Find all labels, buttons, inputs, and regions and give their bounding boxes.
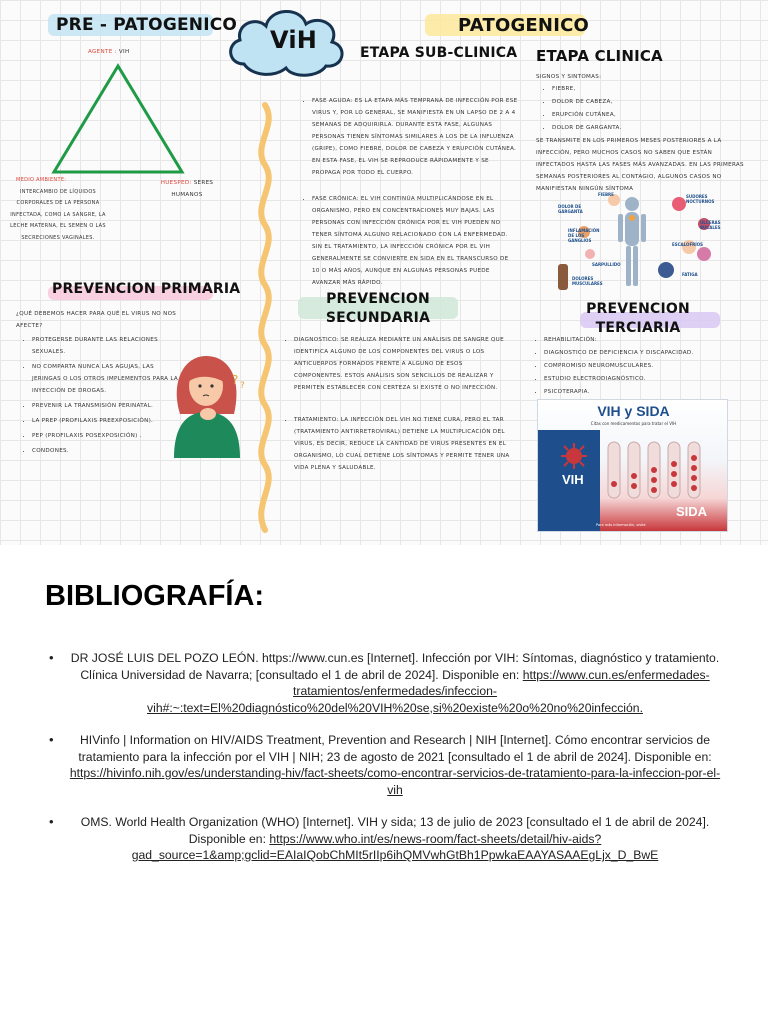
wavy-line-icon [250,100,280,540]
ambiente-text: INTERCAMBIO DE LÍQUIDOS CORPORALES DE LA PERSONA INFECTADA, COMO LA SANGRE, LA LECHE MATERNA, EL SEMEN O LAS SECRECIONES VAGINALES. [10,188,106,241]
bibliography-entry [45,814,725,864]
body-label: FIEBRE [598,192,614,197]
prim-question: ¿QUÉ DEBEMOS HACER PARA QUÉ EL VIRUS NO NOS AFECTE? [16,311,177,329]
body-label: DOLOR DE GARGANTA [558,204,583,214]
svg-text:?: ? [240,381,245,391]
clinica-block [536,71,746,195]
thinking-woman-icon [168,352,252,460]
list-item: • FASE CRÓNICA: EL VIH CONTINÚA MULTIPLICÁNDOSE EN EL ORGANISMO, PERO EN CONCENTRACIONES MUY BAJAS. LAS PERSONAS CON INFECCIÓN CRÓNICA POR EL VIH PUEDEN NO TENER SÍNTOMA ALGUNO RELACIONADO CON LA ENFERMEDAD. SIN EL TRATAMIENTO, LA INFECCIÓN CRÓNICA POR EL VIH GENERALMENTE SE CONVIERTE EN SIDA EN EL TRANSCURSO DE 10 O MÁS AÑOS, AUNQUE EN ALGUNAS PERSONAS PUEDE AVANZAR MÁS RÁPIDO. [312,193,518,289]
entry-text: OMS. World Health Organization (WHO) [Internet]. VIH y sida; 13 de julio de 2023 [consultado el 1 de abril de 2024]. Disponible en: [80,815,710,846]
card-sida-label: SIDA [676,504,708,519]
list-item: • ERUPCIÓN CUTÁNEA, [552,109,746,121]
prevencion-secundaria-list [282,334,512,475]
pre-patogenico-title: PRE - PATOGENICO [56,15,238,35]
bibliography-entry [45,650,725,716]
body-label: INFLAMACIÓN DE LOS GANGLIOS [568,228,600,243]
sub-clinica-title: ETAPA SUB-CLINICA [360,45,518,61]
entry-text: HIVinfo | Information on HIV/AIDS Treatment, Prevention and Research | NIH [Internet]. Cómo encontrar servicios de tratamiento para la infección por el VIH | NIH; 23 de agosto de 2021 [consultado el 1 de abril de 2024]. Disponible en: [78,733,712,764]
ter-title-line: TERCIARIA [595,320,681,336]
list-item: • NO COMPARTA NUNCA LAS AGUJAS, LAS JERINGAS O LOS OTROS IMPLEMENTOS PARA LA INYECCIÓN DE DROGAS. [32,361,181,397]
list-item: • FIEBRE, [552,83,746,95]
list-item: • TRATAMIENTO: LA INFECCIÓN DEL VIH NO TIENE CURA, PERO EL TAR (TRATAMIENTO ANTIRRETROVIRAL) DETIENE LA MULTIPLICACIÓN DEL VIRUS, ES DECIR, REDUCE LA CANTIDAD DE VIRUS PRESENTES EN EL ORGANISMO, LO CUAL DETIENE LOS SÍNTOMAS Y PERMITE TENER UNA VIDA PLENA Y SALUDABLE. [294,414,512,474]
card-title: VIH y SIDA [597,403,670,419]
list-item: • DOLOR DE GARGANTA. [552,122,746,134]
clinica-title: ETAPA CLINICA [536,47,663,65]
bibliography-entry [45,732,725,798]
ambiente-label: MEDIO AMBIENTE: [16,177,67,183]
prevencion-secundaria-title [300,290,456,328]
sec-title-line: PREVENCION [326,291,430,307]
ambiente-block [8,175,108,244]
body-symptoms-icon [554,192,724,292]
card-vih-label: VIH [562,472,584,487]
triangle-icon [50,62,186,178]
prevencion-terciaria-title [568,300,708,338]
list-item: • DIAGNOSTICO DE DEFICIENCIA Y DISCAPACIDAD. [544,347,742,359]
virus-icon [560,442,588,470]
list-item: • DOLOR DE CABEZA, [552,96,746,108]
card-footer: Para más información, visite [596,523,646,527]
body-label: SUDORES NOCTURNOS [686,194,715,204]
body-label: ESCALOFRÍOS [672,242,704,247]
card-subtitle: Citas con medicamentos para tratar el VIH [590,421,677,426]
list-item: • CONDONES. [32,445,181,457]
list-item: • PEP (PROFILAXIS POSEXPOSICIÓN) . [32,430,181,442]
agent-row [88,46,129,58]
entry-text: DR JOSÉ LUIS DEL POZO LEÓN. https://www.cun.es [Internet]. Infección por VIH: Síntomas, diagnóstico y tratamiento. Clínica Universidad de Navarra; [consultado el 1 de abril de 2024]. Disponible en: [70,651,720,682]
entry-link[interactable]: https://hivinfo.nih.gov/es/understanding-hiv/fact-sheets/como-encontrar-servicios-de-tratamiento-para-la-infeccion-por-el-vih [69,766,721,797]
agent-label: AGENTE : [88,49,117,55]
list-item: • REHABILITACIÓN: [544,334,742,346]
list-item: • PROTEGERSE DURANTE LAS RELACIONES SEXUALES. [32,334,181,358]
body-label: SARPULLIDO [592,262,621,267]
huesped-block [152,177,222,201]
clinica-intro: SIGNOS Y SINTOMAS: [536,74,602,80]
ter-title-line: PREVENCION [586,301,690,317]
test-tube-icon [606,440,706,502]
list-item: • FASE AGUDA: ES LA ETAPA MÁS TEMPRANA DE INFECCIÓN POR ESE VIRUS Y, POR LO GENERAL, SE MANIFIESTA EN UN LAPSO DE 2 A 4 SEMANAS DE ADQUIRIRLA. DURANTE ESTA FASE, ALGUNAS PERSONAS TIENEN SÍNTOMAS SIMILARES A LOS DE LA INFLUENZA (GRIPE), COMO FIEBRE, DOLOR DE CABEZA Y ERUPCIÓN CUTÁNEA. EN ESTA FASE, EL VIH SE REPRODUCE RÁPIDAMENTE Y SE PROPAGA POR TODO EL CUERPO. [312,95,518,179]
bibliography-title: BIBLIOGRAFÍA: [45,580,265,612]
patogenico-title: PATOGENICO [458,15,589,36]
sec-title-line: SECUNDARIA [325,310,431,326]
entry-link[interactable]: https://www.who.int/es/news-room/fact-sheets/detail/hiv-aids?gad_source=1&amp;gclid=EAIaIQobChMIt5rIIp6ihQMVwhGtBh1PpwkaEAAYASAAEgLjx_D_BwE [131,831,659,862]
prevencion-primaria-block [16,308,181,458]
prevencion-terciaria-list [532,334,742,399]
list-item: • COMPROMISO NEUROMUSCULARES. [544,360,742,372]
bibliography-list [45,650,725,880]
body-label: ÚLCERAS BUCALES [700,220,721,230]
svg-text:?: ? [232,373,239,387]
list-item: • PREVENIR LA TRANSMISIÓN PERINATAL. [32,400,181,412]
entry-link[interactable]: https://www.cun.es/enfermedades-tratamientos/enfermedades/infeccion-vih#:~:text=El%20diagnóstico%20del%20VIH%20se,si%20existe%20o%20no%20infección. [147,667,710,715]
clinica-text: SE TRANSMITE EN LOS PRIMEROS MESES POSTERIORES A LA INFECCIÓN, PERO MUCHOS CASOS NO SABEN QUE ESTÁN INFECTADOS HASTA LAS FASES MÁS AVANZADAS. EN LAS PRIMERAS SEMANAS POSTERIORES AL CONTAGIO, ALGUNOS CASOS NO MANIFIESTAN NINGÚN SÍNTOMA [536,138,744,192]
list-item: • DIAGNOSTICO: SE REALIZA MEDIANTE UN ANÁLISIS DE SANGRE QUE IDENTIFICA ALGUNO DE LOS COMPONENTES DEL VIRUS O LOS ANTICUERPOS FORMADOS FRENTE A ALGUNO DE ESOS COMPONENTES. ESTOS ANÁLISIS SON SENCILLOS DE REALIZAR Y PERMITEN ESTABLECER CON CERTEZA SI EXISTE O NO INFECCIÓN. [294,334,512,394]
body-label: DOLORES MUSCULARES [572,276,603,286]
sub-clinica-list [300,95,518,290]
huesped-label: HUESPED: [160,180,192,186]
body-label: FATIGA [682,272,698,277]
vih-sida-card [537,399,728,532]
list-item: • ESTUDIO ELECTRODIAGNÓSTICO. [544,373,742,385]
list-item: • PSICOTERAPIA. [544,386,742,398]
cloud-title: ViH [270,26,318,54]
prevencion-primaria-title: PREVENCION PRIMARIA [52,281,241,297]
huesped-value: SERES HUMANOS [171,180,214,198]
list-item: • LA PREP (PROFILAXIS PREEXPOSICIÓN). [32,415,181,427]
agent-value: VIH [118,49,130,55]
